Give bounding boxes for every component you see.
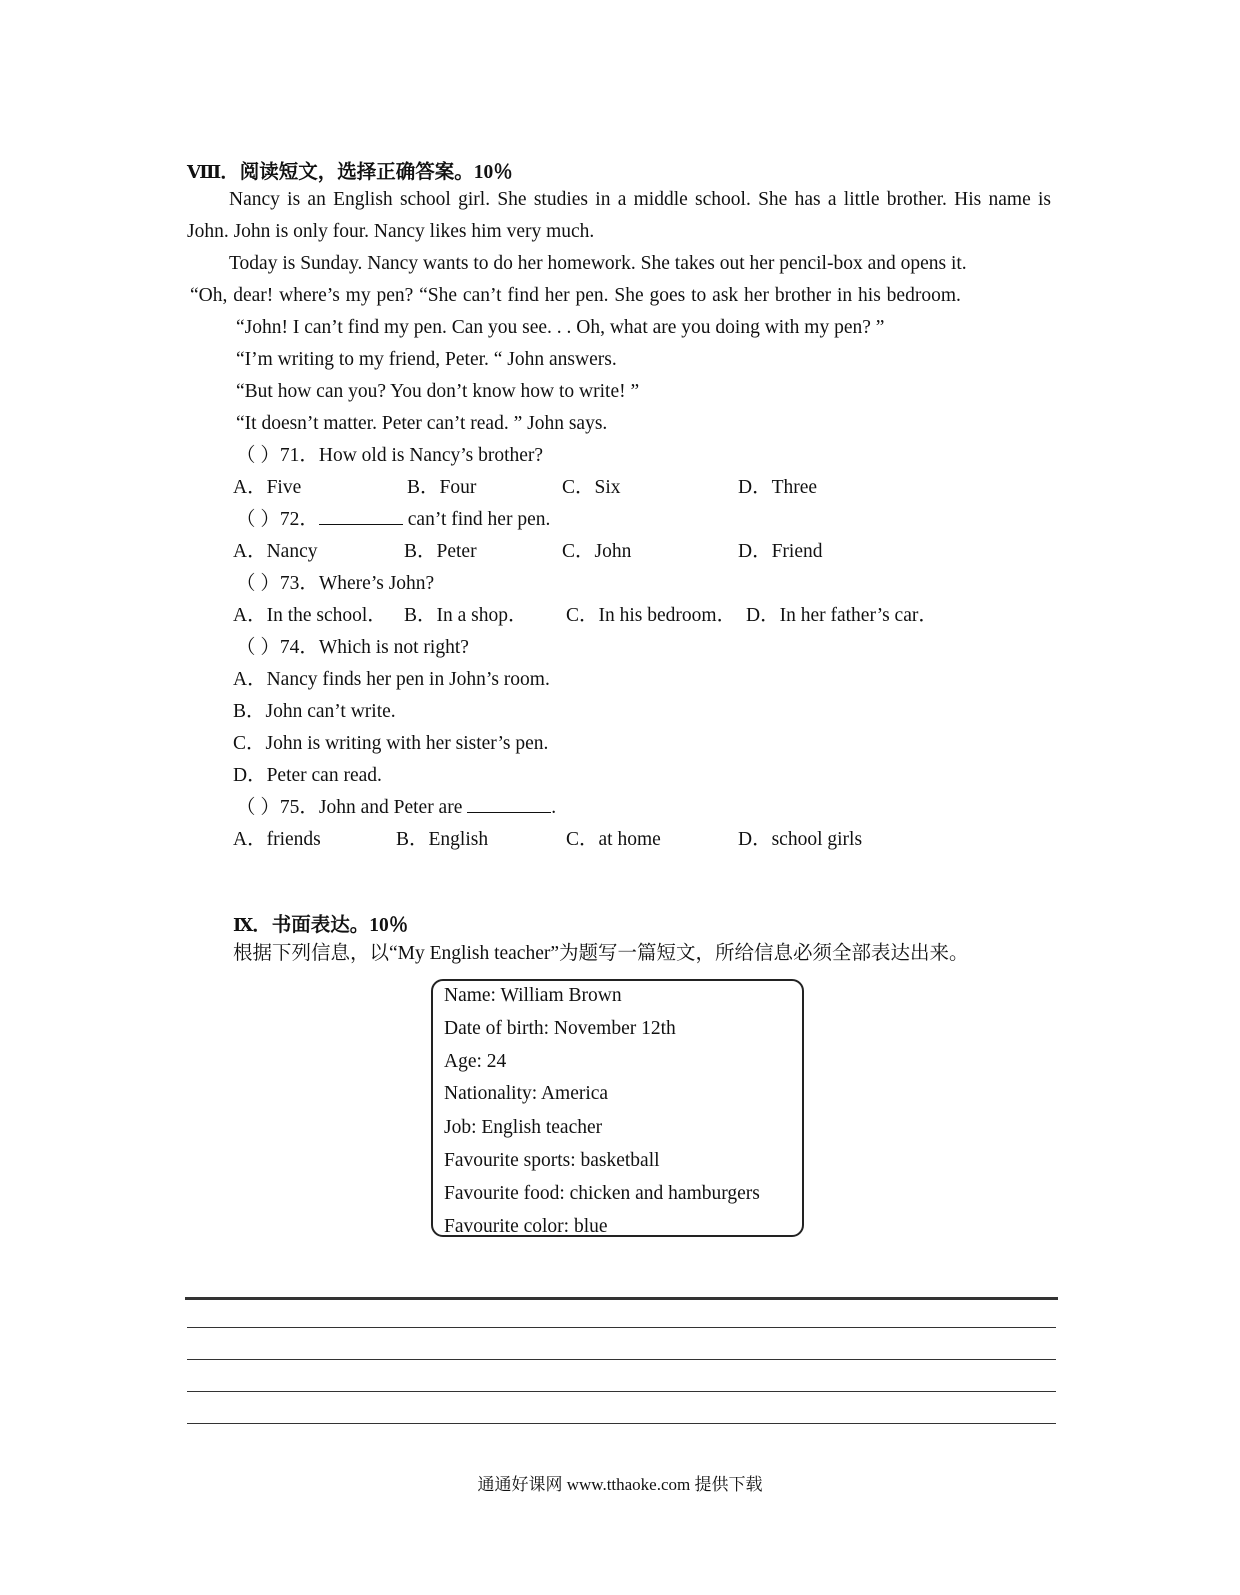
info-job: Job: English teacher xyxy=(444,1117,603,1138)
q75-option-a: A．friends xyxy=(233,829,321,850)
q73-option-a: A．In the school． xyxy=(233,605,387,626)
q72-option-c: C．John xyxy=(562,541,632,562)
writing-line xyxy=(187,1359,1056,1360)
info-date-of-birth: Date of birth: November 12th xyxy=(444,1018,676,1039)
q72-option-d: D．Friend xyxy=(738,541,823,562)
section-9-title: ．书面表达。10％ xyxy=(252,915,409,936)
q72-option-b: B．Peter xyxy=(404,541,477,562)
section-9-heading xyxy=(233,909,408,937)
question-72 xyxy=(236,506,550,534)
q72-option-a: A．Nancy xyxy=(233,541,318,562)
passage-line-2: “John! I can’t find my pen. Can you see. . . Oh, what are you doing with my pen? ” xyxy=(236,317,885,338)
q71-option-a: A．Five xyxy=(233,477,302,498)
section-8-title: ．阅读短文，选择正确答案。10％ xyxy=(220,162,513,183)
q73-option-d: D．In her father’s car． xyxy=(746,605,938,626)
question-73: （ ）73．Where’s John? xyxy=(236,573,435,594)
passage-line-3: “I’m writing to my friend, Peter. “ John answers. xyxy=(236,349,617,370)
writing-instruction: 根据下列信息，以“My English teacher”为题写一篇短文，所给信息必须全部表达出来。 xyxy=(233,943,969,964)
section-9-number: Ⅸ xyxy=(233,915,253,936)
passage-paragraph-1: Nancy is an English school girl. She studies in a middle school. She has a little brother. His name is John. John is only four. Nancy likes him very much. xyxy=(187,189,1051,242)
q74-option-d: D．Peter can read. xyxy=(233,765,382,786)
q74-option-a: A．Nancy finds her pen in John’s room. xyxy=(233,669,550,690)
info-age: Age: 24 xyxy=(444,1051,507,1072)
q72-blank xyxy=(319,506,403,525)
info-name: Name: William Brown xyxy=(444,985,622,1006)
writing-line xyxy=(187,1327,1056,1328)
q75-stem-end: . xyxy=(551,797,557,818)
passage-line-4: “But how can you? You don’t know how to write! ” xyxy=(236,381,640,402)
q71-option-b: B．Four xyxy=(407,477,477,498)
section-8-heading xyxy=(187,156,513,184)
section-8-number: Ⅷ xyxy=(187,162,221,183)
q72-stem-end: can’t find her pen. xyxy=(402,509,551,530)
writing-line-top xyxy=(185,1297,1058,1300)
q71-option-d: D．Three xyxy=(738,477,818,498)
question-75 xyxy=(236,794,556,822)
writing-line xyxy=(187,1391,1056,1392)
q75-blank xyxy=(467,794,551,813)
q74-option-c: C．John is writing with her sister’s pen. xyxy=(233,733,549,754)
question-71: （ ）71．How old is Nancy’s brother? xyxy=(236,445,544,466)
passage-paragraph-2: Today is Sunday. Nancy wants to do her homework. She takes out her pencil-box and opens it. xyxy=(229,253,967,274)
q74-option-b: B．John can’t write. xyxy=(233,701,396,722)
q72-stem-start: （ ）72． xyxy=(236,509,319,530)
q75-option-c: C．at home xyxy=(566,829,661,850)
info-favourite-sports: Favourite sports: basketball xyxy=(444,1150,660,1171)
q75-option-b: B．English xyxy=(396,829,489,850)
q75-option-d: D．school girls xyxy=(738,829,863,850)
page-footer: 通通好课网 www.tthaoke.com 提供下载 xyxy=(477,1475,763,1494)
writing-line xyxy=(187,1423,1056,1424)
passage-line-5: “It doesn’t matter. Peter can’t read. ” John says. xyxy=(236,413,608,434)
info-nationality: Nationality: America xyxy=(444,1083,609,1104)
info-favourite-food: Favourite food: chicken and hamburgers xyxy=(444,1183,760,1204)
passage-line-1: “Oh, dear! where’s my pen? “She can’t find her pen. She goes to ask her brother in his bedroom. xyxy=(190,285,961,306)
q73-option-c: C．In his bedroom． xyxy=(566,605,737,626)
q71-option-c: C．Six xyxy=(562,477,621,498)
q75-stem-start: （ ）75．John and Peter are xyxy=(236,797,468,818)
info-favourite-color: Favourite color: blue xyxy=(444,1216,608,1237)
question-74: （ ）74．Which is not right? xyxy=(236,637,469,658)
q73-option-b: B．In a shop． xyxy=(404,605,528,626)
